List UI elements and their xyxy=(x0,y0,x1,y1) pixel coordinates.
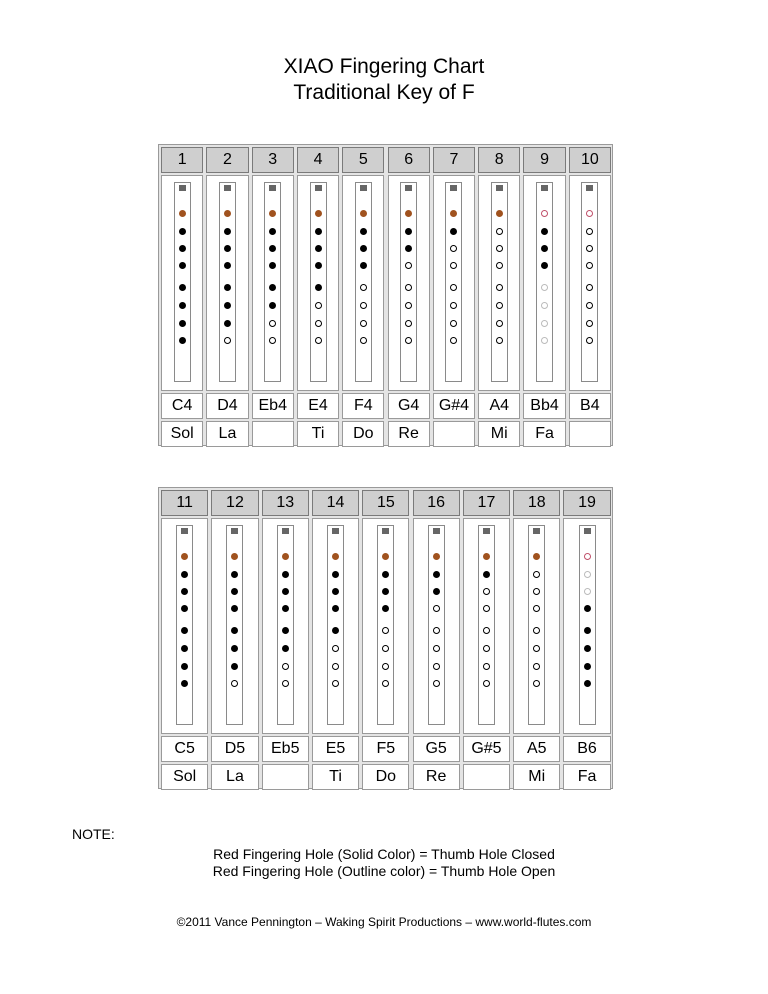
xiao-pipe xyxy=(174,182,191,382)
finger-hole-icon xyxy=(382,663,389,670)
finger-hole-icon xyxy=(450,337,457,344)
finger-hole-icon xyxy=(483,663,490,670)
finger-hole-icon xyxy=(541,228,548,235)
finger-hole-icon xyxy=(181,645,188,652)
note-name: G4 xyxy=(388,393,430,419)
finger-hole-icon xyxy=(533,645,540,652)
mouthpiece-icon xyxy=(315,185,322,191)
xiao-pipe xyxy=(176,525,193,725)
solfege-name: Fa xyxy=(563,764,610,790)
finger-hole-icon xyxy=(181,663,188,670)
finger-hole-icon xyxy=(382,627,389,634)
fingering-number: 13 xyxy=(262,490,309,516)
xiao-pipe xyxy=(581,182,598,382)
note-label: NOTE: xyxy=(72,826,115,842)
finger-hole-icon xyxy=(282,627,289,634)
xiao-pipe xyxy=(377,525,394,725)
note-name: A5 xyxy=(513,736,560,762)
finger-hole-icon xyxy=(541,245,548,252)
xiao-pipe xyxy=(327,525,344,725)
finger-hole-icon xyxy=(224,302,231,309)
finger-hole-icon xyxy=(382,645,389,652)
finger-hole-icon xyxy=(179,284,186,291)
thumb-hole-icon xyxy=(584,553,591,560)
fingering-number: 1 xyxy=(161,147,203,173)
solfege-name: Sol xyxy=(161,764,208,790)
note-name: Eb5 xyxy=(262,736,309,762)
finger-hole-icon xyxy=(586,284,593,291)
finger-hole-icon xyxy=(332,680,339,687)
solfege-name: Re xyxy=(413,764,460,790)
mouthpiece-icon xyxy=(179,185,186,191)
fingering-diagram xyxy=(161,518,208,734)
fingering-diagram xyxy=(297,175,339,391)
thumb-hole-icon xyxy=(269,210,276,217)
note-name: Eb4 xyxy=(252,393,294,419)
thumb-hole-icon xyxy=(315,210,322,217)
finger-hole-icon xyxy=(586,228,593,235)
xiao-pipe xyxy=(264,182,281,382)
finger-hole-icon xyxy=(483,605,490,612)
mouthpiece-icon xyxy=(483,528,490,534)
mouthpiece-icon xyxy=(181,528,188,534)
finger-hole-icon xyxy=(433,571,440,578)
finger-hole-icon xyxy=(360,284,367,291)
finger-hole-icon xyxy=(496,245,503,252)
fingering-diagram xyxy=(252,175,294,391)
title-line-2: Traditional Key of F xyxy=(293,81,475,104)
finger-hole-icon xyxy=(586,302,593,309)
finger-hole-icon xyxy=(584,645,591,652)
finger-hole-icon xyxy=(315,284,322,291)
finger-hole-icon xyxy=(584,571,591,578)
note-name: G#4 xyxy=(433,393,475,419)
mouthpiece-icon xyxy=(282,528,289,534)
solfege-name xyxy=(433,421,475,447)
finger-hole-icon xyxy=(231,645,238,652)
note-name: E5 xyxy=(312,736,359,762)
xiao-pipe xyxy=(219,182,236,382)
finger-hole-icon xyxy=(332,588,339,595)
thumb-hole-icon xyxy=(231,553,238,560)
note-name: F4 xyxy=(342,393,384,419)
note-name: C4 xyxy=(161,393,203,419)
finger-hole-icon xyxy=(405,302,412,309)
finger-hole-icon xyxy=(533,605,540,612)
fingering-number: 18 xyxy=(513,490,560,516)
finger-hole-icon xyxy=(315,302,322,309)
thumb-hole-icon xyxy=(179,210,186,217)
fingering-number: 2 xyxy=(206,147,248,173)
finger-hole-icon xyxy=(282,680,289,687)
finger-hole-icon xyxy=(541,337,548,344)
xiao-pipe xyxy=(536,182,553,382)
finger-hole-icon xyxy=(584,680,591,687)
finger-hole-icon xyxy=(224,337,231,344)
finger-hole-icon xyxy=(332,663,339,670)
finger-hole-icon xyxy=(496,337,503,344)
fingering-diagram xyxy=(388,175,430,391)
thumb-hole-icon xyxy=(332,553,339,560)
finger-hole-icon xyxy=(315,228,322,235)
finger-hole-icon xyxy=(269,320,276,327)
fingering-number: 10 xyxy=(569,147,611,173)
fingering-number: 12 xyxy=(211,490,258,516)
finger-hole-icon xyxy=(332,645,339,652)
finger-hole-icon xyxy=(382,571,389,578)
xiao-pipe xyxy=(310,182,327,382)
thumb-hole-icon xyxy=(496,210,503,217)
finger-hole-icon xyxy=(360,320,367,327)
thumb-hole-icon xyxy=(181,553,188,560)
title-line-1: XIAO Fingering Chart xyxy=(283,55,485,78)
finger-hole-icon xyxy=(450,284,457,291)
mouthpiece-icon xyxy=(231,528,238,534)
finger-hole-icon xyxy=(541,320,548,327)
finger-hole-icon xyxy=(405,284,412,291)
solfege-name: Mi xyxy=(513,764,560,790)
finger-hole-icon xyxy=(315,262,322,269)
mouthpiece-icon xyxy=(496,185,503,191)
finger-hole-icon xyxy=(315,245,322,252)
solfege-name: La xyxy=(211,764,258,790)
thumb-hole-icon xyxy=(224,210,231,217)
finger-hole-icon xyxy=(332,605,339,612)
finger-hole-icon xyxy=(433,588,440,595)
thumb-hole-icon xyxy=(483,553,490,560)
thumb-hole-icon xyxy=(450,210,457,217)
finger-hole-icon xyxy=(231,571,238,578)
finger-hole-icon xyxy=(450,320,457,327)
finger-hole-icon xyxy=(405,337,412,344)
finger-hole-icon xyxy=(584,605,591,612)
finger-hole-icon xyxy=(541,284,548,291)
thumb-hole-icon xyxy=(282,553,289,560)
finger-hole-icon xyxy=(433,605,440,612)
fingering-diagram xyxy=(478,175,520,391)
finger-hole-icon xyxy=(586,245,593,252)
fingering-diagram xyxy=(206,175,248,391)
finger-hole-icon xyxy=(586,320,593,327)
finger-hole-icon xyxy=(282,571,289,578)
fingering-diagram xyxy=(563,518,610,734)
finger-hole-icon xyxy=(450,262,457,269)
fingering-number: 16 xyxy=(413,490,460,516)
finger-hole-icon xyxy=(584,588,591,595)
thumb-hole-icon xyxy=(360,210,367,217)
finger-hole-icon xyxy=(231,588,238,595)
mouthpiece-icon xyxy=(382,528,389,534)
finger-hole-icon xyxy=(382,605,389,612)
finger-hole-icon xyxy=(269,284,276,291)
fingering-chart-1 xyxy=(158,144,613,446)
finger-hole-icon xyxy=(224,320,231,327)
finger-hole-icon xyxy=(405,262,412,269)
mouthpiece-icon xyxy=(450,185,457,191)
fingering-number: 11 xyxy=(161,490,208,516)
solfege-name: Do xyxy=(362,764,409,790)
finger-hole-icon xyxy=(231,680,238,687)
xiao-pipe xyxy=(579,525,596,725)
fingering-diagram xyxy=(362,518,409,734)
finger-hole-icon xyxy=(533,663,540,670)
fingering-diagram xyxy=(513,518,560,734)
finger-hole-icon xyxy=(533,571,540,578)
solfege-name: Fa xyxy=(523,421,565,447)
thumb-hole-icon xyxy=(541,210,548,217)
finger-hole-icon xyxy=(179,262,186,269)
finger-hole-icon xyxy=(584,627,591,634)
finger-hole-icon xyxy=(181,605,188,612)
xiao-pipe xyxy=(528,525,545,725)
mouthpiece-icon xyxy=(224,185,231,191)
finger-hole-icon xyxy=(231,663,238,670)
fingering-diagram xyxy=(433,175,475,391)
thumb-hole-icon xyxy=(382,553,389,560)
fingering-chart-2 xyxy=(158,487,613,789)
fingering-number: 5 xyxy=(342,147,384,173)
finger-hole-icon xyxy=(533,680,540,687)
fingering-number: 6 xyxy=(388,147,430,173)
finger-hole-icon xyxy=(360,262,367,269)
solfege-name xyxy=(463,764,510,790)
finger-hole-icon xyxy=(541,302,548,309)
note-name: E4 xyxy=(297,393,339,419)
note-name: A4 xyxy=(478,393,520,419)
solfege-name: Mi xyxy=(478,421,520,447)
fingering-diagram xyxy=(312,518,359,734)
finger-hole-icon xyxy=(541,262,548,269)
finger-hole-icon xyxy=(382,680,389,687)
thumb-hole-icon xyxy=(433,553,440,560)
finger-hole-icon xyxy=(181,680,188,687)
note-name: B6 xyxy=(563,736,610,762)
note-name: C5 xyxy=(161,736,208,762)
finger-hole-icon xyxy=(405,245,412,252)
finger-hole-icon xyxy=(181,627,188,634)
xiao-pipe xyxy=(428,525,445,725)
fingering-number: 3 xyxy=(252,147,294,173)
finger-hole-icon xyxy=(269,228,276,235)
finger-hole-icon xyxy=(405,320,412,327)
fingering-number: 14 xyxy=(312,490,359,516)
note-name: G#5 xyxy=(463,736,510,762)
finger-hole-icon xyxy=(450,228,457,235)
note-name: B4 xyxy=(569,393,611,419)
solfege-name xyxy=(262,764,309,790)
mouthpiece-icon xyxy=(332,528,339,534)
finger-hole-icon xyxy=(496,320,503,327)
finger-hole-icon xyxy=(179,245,186,252)
solfege-name: Re xyxy=(388,421,430,447)
fingering-number: 15 xyxy=(362,490,409,516)
finger-hole-icon xyxy=(433,627,440,634)
note-name: Bb4 xyxy=(523,393,565,419)
finger-hole-icon xyxy=(181,571,188,578)
solfege-name xyxy=(252,421,294,447)
note-name: D4 xyxy=(206,393,248,419)
note-name: F5 xyxy=(362,736,409,762)
finger-hole-icon xyxy=(269,245,276,252)
finger-hole-icon xyxy=(269,262,276,269)
fingering-diagram xyxy=(463,518,510,734)
finger-hole-icon xyxy=(224,228,231,235)
note-line-2: Red Fingering Hole (Outline color) = Thumb Hole Open xyxy=(212,863,556,879)
finger-hole-icon xyxy=(586,337,593,344)
finger-hole-icon xyxy=(433,645,440,652)
fingering-number: 19 xyxy=(563,490,610,516)
mouthpiece-icon xyxy=(584,528,591,534)
finger-hole-icon xyxy=(181,588,188,595)
finger-hole-icon xyxy=(282,588,289,595)
solfege-name: Ti xyxy=(312,764,359,790)
finger-hole-icon xyxy=(179,228,186,235)
fingering-number: 9 xyxy=(523,147,565,173)
finger-hole-icon xyxy=(269,302,276,309)
xiao-pipe xyxy=(400,182,417,382)
mouthpiece-icon xyxy=(405,185,412,191)
finger-hole-icon xyxy=(483,571,490,578)
xiao-pipe xyxy=(355,182,372,382)
finger-hole-icon xyxy=(496,262,503,269)
fingering-number: 17 xyxy=(463,490,510,516)
finger-hole-icon xyxy=(224,284,231,291)
copyright-footer: ©2011 Vance Pennington – Waking Spirit Productions – www.world-flutes.com xyxy=(176,915,592,929)
finger-hole-icon xyxy=(584,663,591,670)
finger-hole-icon xyxy=(483,680,490,687)
note-name: G5 xyxy=(413,736,460,762)
finger-hole-icon xyxy=(282,605,289,612)
xiao-pipe xyxy=(226,525,243,725)
finger-hole-icon xyxy=(450,302,457,309)
finger-hole-icon xyxy=(382,588,389,595)
finger-hole-icon xyxy=(533,588,540,595)
note-name: D5 xyxy=(211,736,258,762)
thumb-hole-icon xyxy=(405,210,412,217)
finger-hole-icon xyxy=(360,228,367,235)
finger-hole-icon xyxy=(315,320,322,327)
fingering-diagram xyxy=(569,175,611,391)
note-line-1: Red Fingering Hole (Solid Color) = Thumb Hole Closed xyxy=(213,846,555,862)
mouthpiece-icon xyxy=(586,185,593,191)
fingering-number: 7 xyxy=(433,147,475,173)
finger-hole-icon xyxy=(496,284,503,291)
fingering-diagram xyxy=(161,175,203,391)
fingering-number: 8 xyxy=(478,147,520,173)
finger-hole-icon xyxy=(360,337,367,344)
finger-hole-icon xyxy=(533,627,540,634)
finger-hole-icon xyxy=(231,605,238,612)
finger-hole-icon xyxy=(496,302,503,309)
finger-hole-icon xyxy=(483,627,490,634)
xiao-pipe xyxy=(445,182,462,382)
solfege-name xyxy=(569,421,611,447)
solfege-name: La xyxy=(206,421,248,447)
fingering-diagram xyxy=(523,175,565,391)
finger-hole-icon xyxy=(179,302,186,309)
finger-hole-icon xyxy=(179,337,186,344)
finger-hole-icon xyxy=(269,337,276,344)
mouthpiece-icon xyxy=(433,528,440,534)
fingering-diagram xyxy=(413,518,460,734)
xiao-pipe xyxy=(491,182,508,382)
thumb-hole-icon xyxy=(586,210,593,217)
finger-hole-icon xyxy=(332,627,339,634)
finger-hole-icon xyxy=(179,320,186,327)
mouthpiece-icon xyxy=(533,528,540,534)
finger-hole-icon xyxy=(332,571,339,578)
finger-hole-icon xyxy=(315,337,322,344)
finger-hole-icon xyxy=(433,680,440,687)
mouthpiece-icon xyxy=(269,185,276,191)
finger-hole-icon xyxy=(360,302,367,309)
thumb-hole-icon xyxy=(533,553,540,560)
finger-hole-icon xyxy=(360,245,367,252)
finger-hole-icon xyxy=(483,645,490,652)
finger-hole-icon xyxy=(282,663,289,670)
fingering-diagram xyxy=(262,518,309,734)
solfege-name: Ti xyxy=(297,421,339,447)
mouthpiece-icon xyxy=(541,185,548,191)
finger-hole-icon xyxy=(282,645,289,652)
xiao-pipe xyxy=(277,525,294,725)
finger-hole-icon xyxy=(496,228,503,235)
fingering-diagram xyxy=(342,175,384,391)
solfege-name: Do xyxy=(342,421,384,447)
finger-hole-icon xyxy=(433,663,440,670)
finger-hole-icon xyxy=(231,627,238,634)
finger-hole-icon xyxy=(450,245,457,252)
solfege-name: Sol xyxy=(161,421,203,447)
finger-hole-icon xyxy=(483,588,490,595)
mouthpiece-icon xyxy=(360,185,367,191)
finger-hole-icon xyxy=(224,245,231,252)
fingering-number: 4 xyxy=(297,147,339,173)
finger-hole-icon xyxy=(586,262,593,269)
fingering-diagram xyxy=(211,518,258,734)
finger-hole-icon xyxy=(405,228,412,235)
finger-hole-icon xyxy=(224,262,231,269)
xiao-pipe xyxy=(478,525,495,725)
